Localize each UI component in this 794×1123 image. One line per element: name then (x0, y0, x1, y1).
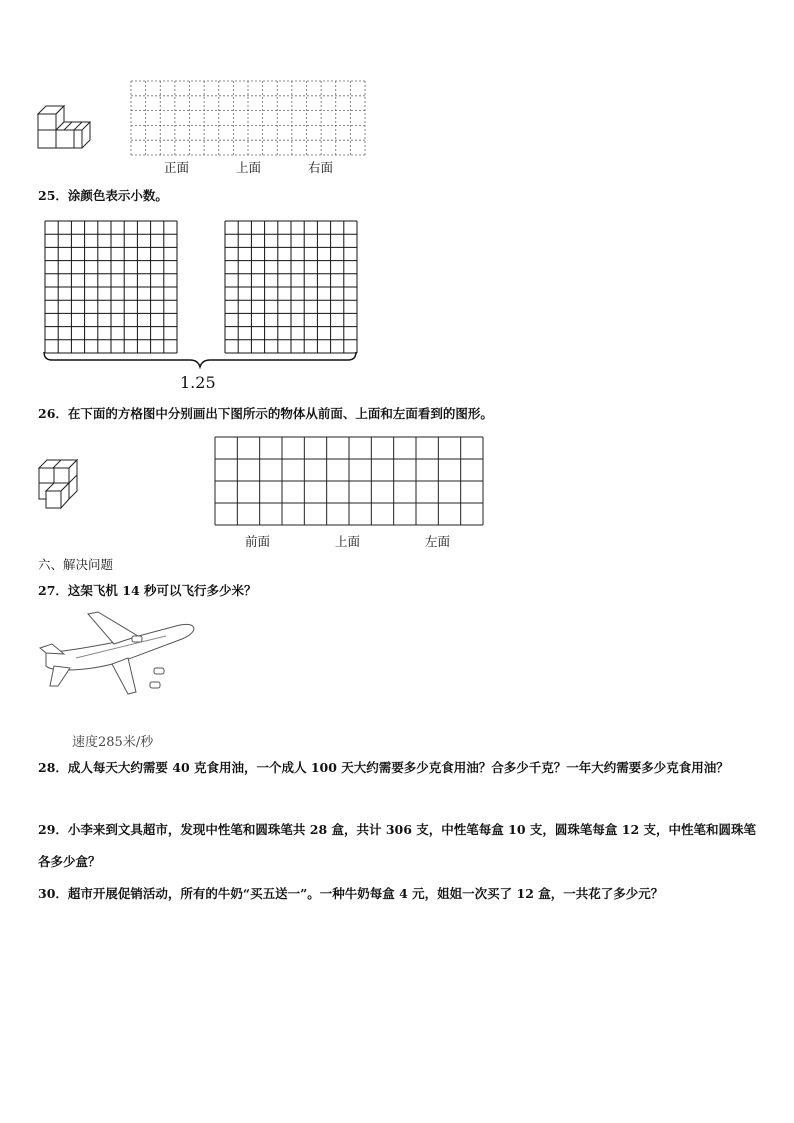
hundred-grid-right[interactable] (225, 221, 357, 353)
cube-stack-figure-26 (37, 458, 81, 512)
view-label-front: 正面 (164, 160, 190, 175)
decimal-value-label: 1.25 (180, 373, 216, 392)
question-26: 26．在下面的方格图中分别画出下图所示的物体从前面、上面和左面看到的图形。 (38, 406, 493, 421)
cube-stack-figure-24 (36, 104, 94, 152)
question-25: 25．涂颜色表示小数。 (38, 188, 168, 203)
question-27: 27．这架飞机 14 秒可以飞行多少米？ (38, 583, 257, 598)
question-29: 29．小李来到文具超市，发现中性笔和圆珠笔共 28 盒，共计 306 支，中性笔每盒 10 支，圆珠笔每盒 12 支，中性笔和圆珠笔各多少盒？ (38, 822, 756, 869)
view-label-top: 上面 (236, 160, 262, 175)
view-label-top-26: 上面 (335, 534, 361, 549)
airplane-speed-caption: 速度285米/秒 (72, 735, 154, 750)
section-title: 六、解决问题 (38, 557, 114, 572)
dotted-grid-24[interactable] (131, 81, 365, 155)
question-28: 28．成人每天大约需要 40 克食用油，一个成人 100 天大约需要多少克食用油？合多少千克？一年大约需要多少克食用油？ (38, 760, 729, 775)
brace (40, 350, 362, 370)
hundred-grid-left[interactable] (45, 221, 177, 353)
square-grid-26[interactable] (215, 437, 483, 525)
view-label-front-26: 前面 (245, 534, 271, 549)
view-label-right: 右面 (308, 160, 334, 175)
question-30: 30．超市开展促销活动，所有的牛奶“买五送一”。一种牛奶每盒 4 元，姐姐一次买了 12 盒，一共花了多少元？ (38, 886, 664, 901)
airplane-icon (36, 608, 196, 698)
view-label-left-26: 左面 (425, 534, 451, 549)
